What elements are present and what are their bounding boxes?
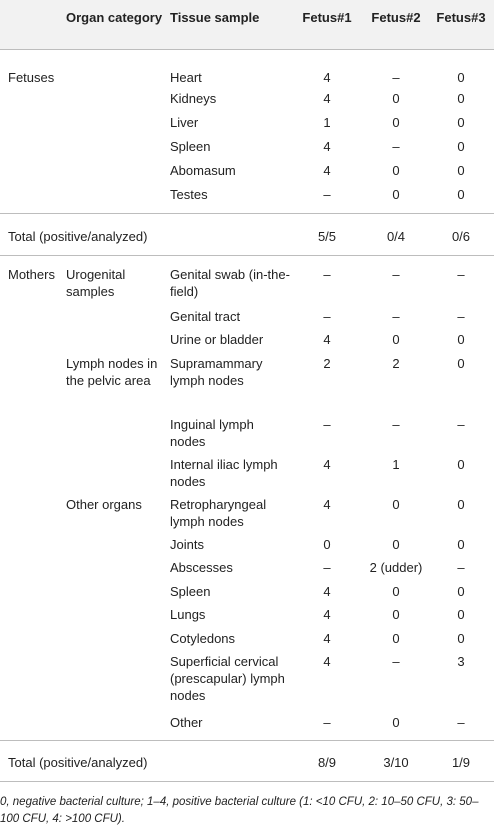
table-row (0, 110, 494, 134)
fetus-2-cell: 0 (392, 536, 400, 552)
table-header (0, 0, 494, 49)
fetus-1-cell: 4 (323, 138, 331, 154)
table-body (0, 49, 494, 782)
fetus-1-cell: 4 (323, 630, 331, 646)
fetus-1-total: 5/5 (290, 214, 364, 256)
fetus-3-cell: 0 (457, 138, 465, 154)
tissue-cell: Kidneys (170, 90, 217, 106)
fetus-1-cell: – (290, 256, 364, 304)
total-row-mothers (0, 741, 494, 782)
fetus-2-cell: 0 (392, 583, 400, 599)
table-row (0, 158, 494, 182)
organ-category-lymph-nodes-pelvic: Lymph nodes in the pelvic area (66, 355, 158, 388)
tissue-cell: Spleen (170, 138, 211, 154)
table-row (0, 555, 494, 579)
tissue-cell: Cotyledons (170, 630, 236, 646)
fetus-1-cell: 1 (323, 114, 331, 130)
fetus-1-cell: 4 (323, 90, 331, 106)
table-row (0, 182, 494, 214)
fetus-2-cell: 0 (392, 496, 400, 512)
table-row (0, 412, 494, 452)
fetus-3-cell: 0 (457, 186, 465, 202)
organ-category-urogenital: Urogenital samples (66, 256, 170, 304)
table-row (0, 134, 494, 158)
fetus-2-cell: – (364, 256, 428, 304)
fetus-2-cell: 0 (392, 114, 400, 130)
table-row (0, 452, 494, 492)
group-label-fetuses: Fetuses (8, 69, 55, 85)
table-row (0, 710, 494, 741)
fetus-2-cell: 0 (392, 186, 400, 202)
total-label: Total (positive/analyzed) (0, 214, 290, 256)
fetus-3-total: 1/9 (428, 741, 494, 782)
fetus-2-cell: 0 (392, 162, 400, 178)
tissue-cell: Urine or bladder (170, 331, 264, 347)
fetus-1-cell: – (323, 416, 331, 432)
table-row (0, 492, 494, 532)
fetus-3-cell: 0 (457, 114, 465, 130)
tissue-cell: Superficial cervical (prescapular) lymph nodes (170, 653, 285, 703)
fetus-1-cell: 0 (323, 536, 331, 552)
fetus-2-cell: 1 (392, 456, 400, 472)
fetus-1-cell: 2 (323, 355, 331, 371)
table-footnote: 0, negative bacterial culture; 1–4, positive bacterial culture (1: <10 CFU, 2: 10–50 CFU, 3: 50–100 CFU, 4: >100 CFU). (0, 796, 479, 825)
fetus-1-cell: 4 (323, 456, 331, 472)
fetus-3-total: 0/6 (428, 214, 494, 256)
tissue-cell: Internal iliac lymph nodes (170, 456, 278, 489)
organ-category-cell (66, 49, 170, 86)
table-row (0, 327, 494, 351)
fetus-1-cell: – (323, 186, 331, 202)
table-row (0, 351, 494, 412)
fetus-3-cell: 0 (457, 630, 465, 646)
fetus-3-cell: 0 (457, 331, 465, 347)
fetus-1-cell: – (323, 714, 331, 730)
fetus-3-cell: – (457, 308, 465, 324)
fetus-1-cell: 4 (323, 606, 331, 622)
total-label: Total (positive/analyzed) (0, 741, 290, 782)
table-row (0, 579, 494, 602)
fetus-1-total: 8/9 (290, 741, 364, 782)
fetus-1-cell: 4 (323, 653, 331, 669)
header-fetus-2: Fetus#2 (364, 0, 428, 49)
tissue-cell: Lungs (170, 606, 206, 622)
tissue-cell: Genital swab (in-the-field) (170, 256, 290, 304)
table-row (0, 256, 494, 304)
header-group (0, 0, 66, 49)
fetus-3-cell: 3 (457, 653, 465, 669)
fetus-2-cell: – (392, 69, 400, 85)
fetus-3-cell: 0 (457, 606, 465, 622)
organ-category-other-organs: Other organs (66, 496, 142, 512)
fetus-3-cell: – (457, 714, 465, 730)
fetus-3-cell: – (457, 559, 465, 575)
table-row (0, 532, 494, 555)
fetus-2-total: 0/4 (364, 214, 428, 256)
fetus-2-cell: 0 (392, 606, 400, 622)
tissue-cell: Liver (170, 114, 199, 130)
total-row-fetuses (0, 214, 494, 256)
fetus-1-cell: 4 (323, 331, 331, 347)
fetus-3-cell: 0 (457, 90, 465, 106)
fetus-2-cell: 2 (392, 355, 400, 371)
fetus-2-cell: 0 (392, 630, 400, 646)
tissue-cell: Abscesses (170, 559, 233, 575)
tissue-cell: Heart (170, 69, 202, 85)
fetus-2-cell: 0 (392, 714, 400, 730)
table-row (0, 86, 494, 110)
header-row (0, 0, 494, 49)
fetus-1-cell: 4 (323, 583, 331, 599)
fetus-3-cell: – (428, 256, 494, 304)
table-row (0, 602, 494, 626)
fetus-1-cell: 4 (323, 162, 331, 178)
fetus-1-cell: 4 (323, 496, 331, 512)
table-row (0, 649, 494, 710)
tissue-cell: Supramammary lymph nodes (170, 355, 263, 388)
fetus-2-cell: – (392, 653, 400, 669)
tissue-cell: Genital tract (170, 308, 241, 324)
fetus-2-cell: – (392, 138, 400, 154)
tissue-cell: Retropharyngeal lymph nodes (170, 496, 267, 529)
tissue-cell: Abomasum (170, 162, 236, 178)
fetus-3-cell: 0 (457, 162, 465, 178)
fetus-1-cell: – (323, 559, 331, 575)
group-label-mothers: Mothers (0, 256, 66, 304)
header-fetus-3: Fetus#3 (428, 0, 494, 49)
fetus-3-cell: 0 (457, 456, 465, 472)
header-organ-category: Organ category (66, 0, 170, 49)
fetus-3-cell: 0 (457, 536, 465, 552)
fetus-2-cell: 0 (392, 90, 400, 106)
table-row (0, 626, 494, 649)
fetus-3-cell: 0 (457, 355, 465, 371)
fetus-1-cell: – (323, 308, 331, 324)
header-fetus-1: Fetus#1 (290, 0, 364, 49)
tissue-cell: Inguinal lymph nodes (170, 416, 254, 449)
tissue-cell: Spleen (170, 583, 211, 599)
fetus-3-cell: 0 (457, 583, 465, 599)
tissue-cell: Joints (170, 536, 204, 552)
fetus-2-cell: 0 (392, 331, 400, 347)
fetus-2-total: 3/10 (364, 741, 428, 782)
fetus-2-cell: – (392, 308, 400, 324)
table-row (0, 304, 494, 327)
fetus-3-cell: 0 (457, 69, 465, 85)
fetus-2-cell: 2 (udder) (369, 559, 423, 575)
fetus-3-cell: 0 (457, 496, 465, 512)
tissue-cell: Other (170, 714, 203, 730)
fetus-2-cell: – (392, 416, 400, 432)
fetus-1-cell: 4 (323, 69, 331, 85)
fetus-3-cell: – (457, 416, 465, 432)
header-tissue-sample: Tissue sample (170, 0, 290, 49)
tissue-cell: Testes (170, 186, 208, 202)
table-row (0, 49, 494, 86)
